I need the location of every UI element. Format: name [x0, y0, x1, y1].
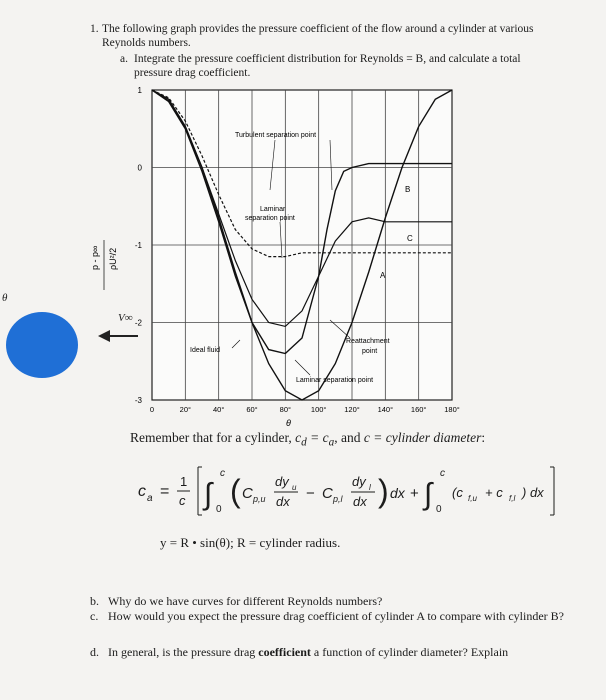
label-turbulent-separation: Turbulent separation point	[235, 132, 317, 139]
formula-left-bracket	[198, 467, 202, 515]
flow-arrow	[98, 330, 138, 342]
formula-svg	[138, 462, 598, 520]
remember-cd-sub: d	[301, 436, 307, 449]
formula-upper-2: c	[440, 468, 445, 479]
x-tick-label: 160°	[410, 405, 427, 414]
formula-lower-2: 0	[436, 504, 442, 515]
label-series-c: C	[407, 234, 413, 243]
question-c	[90, 609, 570, 624]
remember-and: , and	[334, 430, 361, 445]
label-series-b: B	[405, 185, 411, 194]
label-laminar-1: Laminar	[260, 206, 286, 213]
remember-eq-mid: = c	[306, 430, 329, 445]
y-tick-label: -2	[134, 318, 142, 328]
x-tick-label: 40°	[212, 405, 225, 414]
remember-prefix: Remember that for a cylinder,	[130, 430, 292, 445]
question-d-text	[108, 645, 570, 660]
formula-rparen: )	[378, 473, 389, 509]
theta-side-label: θ	[2, 292, 8, 304]
formula-integral-1: ∫	[204, 478, 213, 511]
y-tick-label: 1	[137, 86, 142, 95]
x-axis-label: θ	[286, 418, 291, 428]
formula-dx-1: dx	[276, 494, 290, 509]
x-tick-label: 100°	[310, 405, 327, 414]
question-c-label: c.	[90, 609, 99, 623]
formula-dyu-sub: u	[292, 483, 297, 492]
remember-ca-sub: a	[328, 436, 335, 449]
formula-dyl-sub: l	[369, 483, 371, 492]
formula-lhs-sub: a	[147, 493, 153, 504]
chart-svg	[70, 80, 490, 428]
formula-upper-1: c	[220, 468, 225, 479]
formula-cf-open: (c	[452, 485, 463, 500]
pressure-coefficient-chart	[70, 80, 490, 428]
formula-lhs: c	[138, 483, 146, 500]
question-part-a	[120, 52, 560, 80]
part-a-label: a.	[120, 53, 128, 65]
question-b-label: b.	[90, 594, 99, 608]
formula-equals: =	[160, 483, 170, 500]
formula-dyl: dy	[352, 474, 366, 489]
x-tick-label: 20°	[179, 405, 192, 414]
remember-eq3: c = cylinder diameter	[363, 430, 482, 445]
label-series-a: A	[380, 271, 386, 280]
formula-frac-den: c	[179, 493, 186, 508]
formula-cfl-sub: f,l	[509, 494, 516, 503]
label-ideal-fluid: Ideal fluid	[190, 347, 220, 354]
question-d-post: a function of cylinder diameter? Explain	[310, 645, 509, 659]
question-1	[90, 22, 560, 50]
question-d-label: d.	[90, 645, 99, 659]
question-d-pre: In general, is the pressure drag	[108, 645, 259, 659]
formula-integral-2: ∫	[424, 478, 433, 511]
x-tick-label: 180°	[444, 405, 460, 414]
formula-lower-1: 0	[216, 504, 222, 515]
remember-line	[130, 430, 590, 449]
question-b-text: Why do we have curves for different Reynolds numbers?	[108, 594, 383, 608]
x-tick-label: 60°	[246, 405, 258, 414]
drag-formula	[138, 462, 598, 520]
question-c-text: How would you expect the pressure drag coefficient of cylinder A to compare with cylinder B?	[108, 609, 564, 623]
part-a-text: Integrate the pressure coefficient distribution for Reynolds = B, and calculate a total pressure drag coefficient.	[134, 53, 521, 79]
question-number: 1.	[90, 23, 99, 35]
formula-minus: −	[306, 485, 315, 502]
y-tick-label: -1	[134, 241, 142, 250]
formula-plus: +	[410, 485, 419, 502]
formula-cpu: C	[242, 485, 253, 502]
v-infinity-label: V∞	[118, 312, 133, 324]
cylinder-shape	[6, 312, 78, 378]
ylabel-top: p - p∞	[90, 245, 100, 270]
y-relation: y = R • sin(θ); R = cylinder radius.	[160, 535, 341, 550]
formula-dyu: dy	[275, 474, 289, 489]
x-tick-label: 140°	[377, 405, 394, 414]
formula-cpl-sub: p,l	[333, 494, 343, 504]
formula-cf-plus: + c	[485, 485, 503, 500]
formula-dx-3: dx	[390, 485, 405, 501]
x-tick-label: 80°	[279, 405, 292, 414]
formula-cfu-sub: f,u	[468, 494, 477, 503]
flow-arrow-head	[98, 330, 110, 342]
formula-right-bracket	[550, 467, 554, 515]
question-b	[90, 594, 570, 609]
ylabel-bottom: ρU²/2	[108, 247, 118, 270]
formula-frac-num: 1	[180, 474, 188, 489]
formula-cpu-sub: p,u	[253, 494, 266, 504]
remember-cd: c	[295, 430, 302, 445]
remember-colon: :	[481, 430, 486, 445]
formula-lparen: (	[230, 473, 241, 509]
label-laminar-sep-point: separation point	[245, 215, 295, 222]
label-reattachment: Reattachment	[346, 338, 390, 345]
question-d	[90, 645, 570, 660]
x-tick-label: 120°	[344, 405, 360, 414]
formula-cf-close: ) dx	[522, 485, 544, 500]
formula-dx-2: dx	[353, 494, 367, 509]
y-tick-label: -3	[134, 396, 142, 405]
formula-cpl: C	[322, 485, 333, 502]
y-tick-label: 0	[137, 163, 142, 173]
label-laminar-separation-bottom: Laminar separation point	[296, 377, 374, 384]
x-tick-label: 0	[149, 405, 155, 414]
label-reattachment-point: point	[362, 348, 378, 355]
question-d-bold: coefficient	[258, 645, 311, 659]
y-axis-label	[90, 240, 118, 290]
question-text: The following graph provides the pressure coefficient of the flow around a cylinder at various Reynolds numbers.	[102, 23, 534, 49]
